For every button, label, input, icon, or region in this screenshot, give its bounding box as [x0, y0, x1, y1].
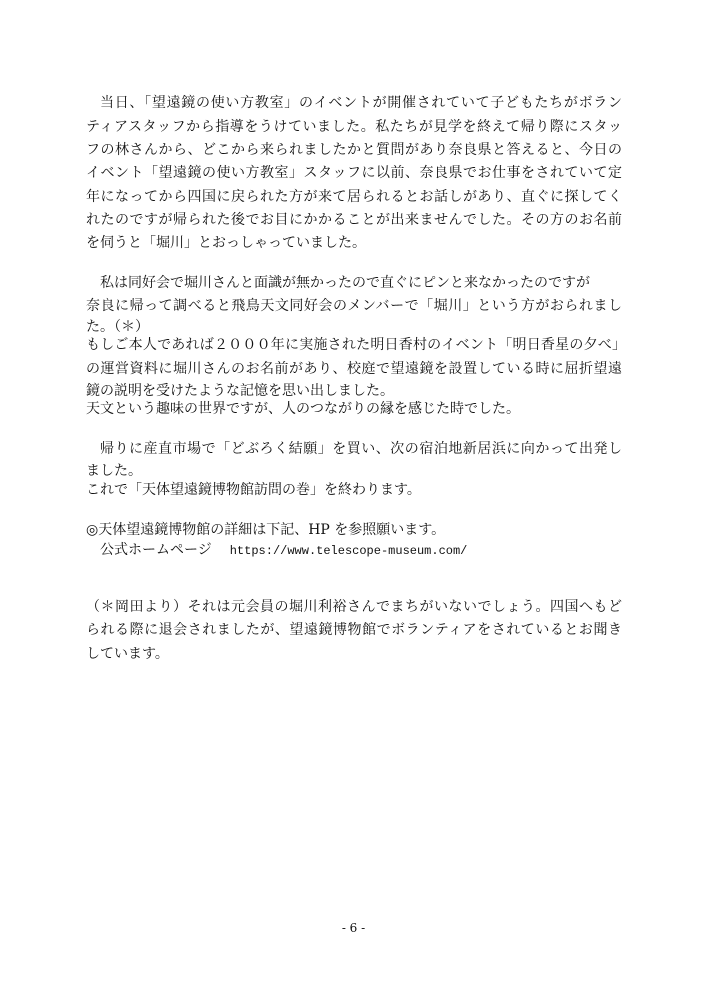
text-line: の運営資料に堀川さんのお名前があり、校庭で望遠鏡を設置している時に屈折望遠 — [86, 361, 622, 377]
text-line: られる際に退会されましたが、望遠鏡博物館でボランティアをされているとお聞き — [86, 622, 622, 638]
hp-line — [100, 541, 622, 559]
text-line: ティアスタッフから指導をうけていました。私たちが見学を終えて帰り際にスタッ — [86, 119, 622, 135]
text-line: を伺うと「堀川」とおっしゃっていました。 — [86, 235, 366, 251]
text-line: 年になってから四国に戻られた方が来て居られるとお話しがあり、直ぐに探してく — [86, 189, 622, 205]
text-line: 鏡の説明を受けたような記憶を思い出しました。 — [86, 383, 394, 399]
hp-note: ◎天体望遠鏡博物館の詳細は下記、HP を参照願います。 — [86, 522, 446, 538]
page-number: - 6 - — [341, 921, 366, 935]
text-line: ました。 — [86, 463, 142, 479]
text-line: 天文という趣味の世界ですが、人のつながりの縁を感じた時でした。 — [86, 401, 520, 417]
text-line: イベント「望遠鏡の使い方教室」スタッフに以前、奈良県でお仕事をされていて定 — [86, 165, 622, 181]
text-line: これで「天体望遠鏡博物館訪問の巻」を終わります。 — [86, 482, 421, 498]
text-line: フの林さんから、どこから来られましたかと質問があり奈良県と答えると、今日の — [86, 142, 622, 158]
hp-label: 公式ホームページ — [100, 542, 212, 558]
text-line: れたのですが帰られた後でお目にかかることが出来ませんでした。その方のお名前 — [86, 212, 622, 228]
text-line: 私は同好会で堀川さんと面識が無かったので直ぐにピンと来なかったのですが — [100, 275, 590, 291]
text-line: （＊岡田より）それは元会員の堀川利裕さんでまちがいないでしょう。四国へもど — [86, 599, 622, 615]
text-line: 奈良に帰って調べると飛鳥天文同好会のメンバーで「堀川」という方がおられまし — [86, 298, 622, 314]
text-line: もしご本人であれば２０００年に実施された明日香村のイベント「明日香星の夕べ」 — [86, 337, 626, 353]
text-line: 当日、「望遠鏡の使い方教室」のイベントが開催されていて子どもたちがボラン — [100, 95, 622, 111]
text-line: しています。 — [86, 646, 169, 662]
text-line: 帰りに産直市場で「どぶろく結願」を買い、次の宿泊地新居浜に向かって出発し — [100, 441, 622, 457]
text-line: た。（＊） — [86, 319, 149, 335]
museum-url: https://www.telescope-museum.com/ — [229, 544, 468, 558]
